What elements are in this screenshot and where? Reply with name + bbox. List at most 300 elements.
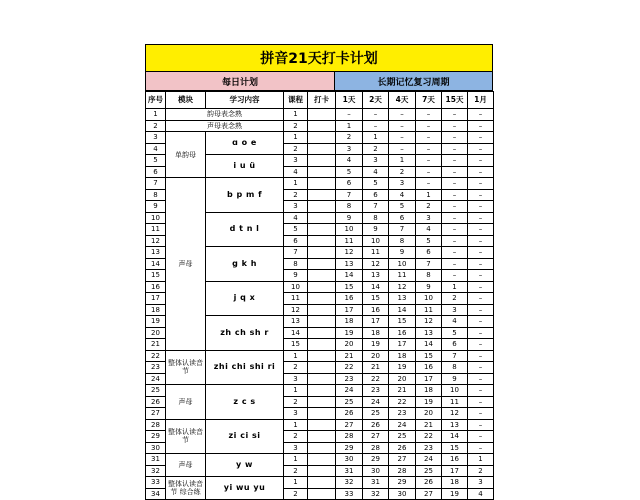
review-cell: 1 xyxy=(336,120,363,132)
review-cell: 16 xyxy=(442,454,468,466)
review-cell: 15 xyxy=(389,316,416,328)
review-cell: – xyxy=(468,212,494,224)
review-cell: 17 xyxy=(363,316,389,328)
review-cell: 29 xyxy=(389,477,416,489)
review-cell: 24 xyxy=(363,396,389,408)
review-cell: 4 xyxy=(389,189,416,201)
study-content: b p m f xyxy=(206,178,284,213)
review-cell: 30 xyxy=(363,465,389,477)
review-cell: 23 xyxy=(389,408,416,420)
module-cell: 声母 xyxy=(166,454,206,477)
lesson-number: 13 xyxy=(284,316,308,328)
row-number: 32 xyxy=(146,465,166,477)
checkin-cell[interactable] xyxy=(308,109,336,121)
table-row xyxy=(146,132,494,144)
review-cell: – xyxy=(416,178,442,190)
review-cell: 12 xyxy=(416,316,442,328)
review-cell: 20 xyxy=(363,350,389,362)
review-cell: – xyxy=(442,132,468,144)
checkin-cell[interactable] xyxy=(308,178,336,190)
review-cell: 7 xyxy=(363,201,389,213)
review-cell: – xyxy=(468,235,494,247)
lesson-number: 1 xyxy=(284,109,308,121)
review-cell: – xyxy=(389,120,416,132)
checkin-cell[interactable] xyxy=(308,419,336,431)
review-cell: 2 xyxy=(389,166,416,178)
checkin-cell[interactable] xyxy=(308,293,336,305)
review-cell: 13 xyxy=(363,270,389,282)
column-header: 4天 xyxy=(389,92,416,109)
lesson-number: 2 xyxy=(284,488,308,500)
checkin-cell[interactable] xyxy=(308,224,336,236)
review-cell: 30 xyxy=(336,454,363,466)
review-cell: 7 xyxy=(389,224,416,236)
lesson-number: 12 xyxy=(284,304,308,316)
row-number: 6 xyxy=(146,166,166,178)
review-cell: 12 xyxy=(442,408,468,420)
review-cell: 27 xyxy=(389,454,416,466)
review-cell: – xyxy=(416,143,442,155)
review-cell: 1 xyxy=(389,155,416,167)
study-content: j q x xyxy=(206,281,284,316)
review-cell: – xyxy=(468,270,494,282)
review-cell: 4 xyxy=(336,155,363,167)
lesson-number: 1 xyxy=(284,477,308,489)
column-header: 7天 xyxy=(416,92,442,109)
review-cell: 15 xyxy=(442,442,468,454)
review-cell: 17 xyxy=(416,373,442,385)
review-cell: 3 xyxy=(363,155,389,167)
review-cell: – xyxy=(468,132,494,144)
review-cell: 19 xyxy=(389,362,416,374)
review-cell: 28 xyxy=(336,431,363,443)
review-cell: – xyxy=(416,132,442,144)
lesson-number: 2 xyxy=(284,143,308,155)
checkin-cell[interactable] xyxy=(308,212,336,224)
row-number: 27 xyxy=(146,408,166,420)
review-cell: 2 xyxy=(416,201,442,213)
checkin-cell[interactable] xyxy=(308,373,336,385)
review-cell: 12 xyxy=(389,281,416,293)
row-number: 29 xyxy=(146,431,166,443)
review-cell: 10 xyxy=(389,258,416,270)
review-cell: 21 xyxy=(363,362,389,374)
review-cell: 16 xyxy=(363,304,389,316)
row-number: 9 xyxy=(146,201,166,213)
column-header: 序号 xyxy=(146,92,166,109)
review-cell: 6 xyxy=(336,178,363,190)
review-cell: 26 xyxy=(416,477,442,489)
lesson-number: 2 xyxy=(284,362,308,374)
review-cell: 22 xyxy=(389,396,416,408)
row-number: 7 xyxy=(146,178,166,190)
review-cell: – xyxy=(468,258,494,270)
review-cell: 19 xyxy=(336,327,363,339)
review-cell: 3 xyxy=(468,477,494,489)
review-cell: 20 xyxy=(336,339,363,351)
review-cell: 5 xyxy=(363,178,389,190)
lesson-number: 1 xyxy=(284,132,308,144)
checkin-cell[interactable] xyxy=(308,339,336,351)
checkin-cell[interactable] xyxy=(308,454,336,466)
row-number: 34 xyxy=(146,488,166,500)
row-number: 17 xyxy=(146,293,166,305)
lesson-number: 9 xyxy=(284,270,308,282)
review-cell: 11 xyxy=(336,235,363,247)
review-cell: – xyxy=(468,304,494,316)
review-cell: – xyxy=(468,120,494,132)
review-cell: 19 xyxy=(363,339,389,351)
review-cell: 1 xyxy=(363,132,389,144)
study-content: zh ch sh r xyxy=(206,316,284,351)
table-row xyxy=(146,109,494,121)
review-cell: – xyxy=(468,327,494,339)
review-cell: 9 xyxy=(363,224,389,236)
lesson-number: 4 xyxy=(284,166,308,178)
review-cell: – xyxy=(468,166,494,178)
review-cell: 5 xyxy=(416,235,442,247)
checkin-cell[interactable] xyxy=(308,281,336,293)
review-cell: 27 xyxy=(336,419,363,431)
review-cell: 15 xyxy=(416,350,442,362)
review-cell: 8 xyxy=(336,201,363,213)
review-cell: 24 xyxy=(416,454,442,466)
review-cell: – xyxy=(389,143,416,155)
review-cell: – xyxy=(468,373,494,385)
lesson-number: 3 xyxy=(284,373,308,385)
review-cell: – xyxy=(442,143,468,155)
row-number: 11 xyxy=(146,224,166,236)
lesson-number: 1 xyxy=(284,454,308,466)
lesson-number: 2 xyxy=(284,120,308,132)
review-cell: 4 xyxy=(442,316,468,328)
review-cell: 28 xyxy=(363,442,389,454)
row-number: 12 xyxy=(146,235,166,247)
checkin-cell[interactable] xyxy=(308,304,336,316)
review-cell: 21 xyxy=(389,385,416,397)
row-number: 21 xyxy=(146,339,166,351)
review-cell: 5 xyxy=(336,166,363,178)
review-cell: 21 xyxy=(336,350,363,362)
checkin-cell[interactable] xyxy=(308,327,336,339)
review-cell: – xyxy=(468,362,494,374)
column-header: 模块 xyxy=(166,92,206,109)
review-cell: – xyxy=(389,132,416,144)
review-cell: 7 xyxy=(442,350,468,362)
review-cell: 25 xyxy=(416,465,442,477)
review-cell: 15 xyxy=(336,281,363,293)
checkin-cell[interactable] xyxy=(308,385,336,397)
review-cell: 24 xyxy=(336,385,363,397)
checkin-cell[interactable] xyxy=(308,465,336,477)
checkin-cell[interactable] xyxy=(308,235,336,247)
lesson-number: 14 xyxy=(284,327,308,339)
checkin-cell[interactable] xyxy=(308,247,336,259)
review-cell: 10 xyxy=(336,224,363,236)
review-cell: – xyxy=(442,258,468,270)
review-cell: 18 xyxy=(336,316,363,328)
row-number: 16 xyxy=(146,281,166,293)
checkin-cell[interactable] xyxy=(308,143,336,155)
row-number: 5 xyxy=(146,155,166,167)
review-cell: 14 xyxy=(363,281,389,293)
review-cell: – xyxy=(468,350,494,362)
review-cell: 22 xyxy=(336,362,363,374)
review-cell: – xyxy=(468,431,494,443)
review-cell: – xyxy=(442,235,468,247)
column-header: 1月 xyxy=(468,92,494,109)
review-cell: 8 xyxy=(363,212,389,224)
review-cell: 2 xyxy=(363,143,389,155)
review-cell: 6 xyxy=(363,189,389,201)
module-cell: 声母 xyxy=(166,178,206,351)
table-row xyxy=(146,477,494,489)
review-cell: 29 xyxy=(336,442,363,454)
review-cell: – xyxy=(442,189,468,201)
review-cell: – xyxy=(468,189,494,201)
row-number: 13 xyxy=(146,247,166,259)
study-content: 韵母表念熟 xyxy=(166,109,284,121)
study-content: y w xyxy=(206,454,284,477)
study-content: yi wu yu xyxy=(206,477,284,500)
review-cell: 8 xyxy=(389,235,416,247)
daily-plan-header: 每日计划 xyxy=(145,72,335,91)
study-content: d t n l xyxy=(206,212,284,247)
lesson-number: 11 xyxy=(284,293,308,305)
lesson-number: 1 xyxy=(284,178,308,190)
review-cell: 5 xyxy=(442,327,468,339)
review-cell: – xyxy=(389,109,416,121)
table-body xyxy=(146,109,494,500)
review-cell: – xyxy=(468,178,494,190)
review-cell: 25 xyxy=(363,408,389,420)
lesson-number: 3 xyxy=(284,201,308,213)
table-row xyxy=(146,120,494,132)
row-number: 8 xyxy=(146,189,166,201)
module-cell: 整体认读音节 xyxy=(166,419,206,454)
review-cell: 23 xyxy=(336,373,363,385)
review-cell: 24 xyxy=(389,419,416,431)
review-cell: 26 xyxy=(389,442,416,454)
lesson-number: 2 xyxy=(284,431,308,443)
review-cell: – xyxy=(442,155,468,167)
review-cell: – xyxy=(468,293,494,305)
checkin-cell[interactable] xyxy=(308,431,336,443)
review-cell: – xyxy=(442,109,468,121)
review-cell: 3 xyxy=(416,212,442,224)
row-number: 18 xyxy=(146,304,166,316)
row-number: 22 xyxy=(146,350,166,362)
lesson-number: 10 xyxy=(284,281,308,293)
review-cell: 13 xyxy=(442,419,468,431)
review-cell: – xyxy=(468,419,494,431)
review-cell: – xyxy=(363,120,389,132)
checkin-cell[interactable] xyxy=(308,189,336,201)
study-content: zhi chi shi ri xyxy=(206,350,284,385)
review-cell: 2 xyxy=(468,465,494,477)
study-content: ɑ o e xyxy=(206,132,284,155)
row-number: 28 xyxy=(146,419,166,431)
table-row xyxy=(146,178,494,190)
review-cell: 29 xyxy=(363,454,389,466)
row-number: 20 xyxy=(146,327,166,339)
review-cell: 27 xyxy=(416,488,442,500)
checkin-cell[interactable] xyxy=(308,488,336,500)
review-cell: 6 xyxy=(389,212,416,224)
lesson-number: 1 xyxy=(284,419,308,431)
review-cell: 9 xyxy=(442,373,468,385)
module-cell: 整体认读音节 xyxy=(166,350,206,385)
review-cell: 12 xyxy=(336,247,363,259)
review-cell: 16 xyxy=(336,293,363,305)
review-cell: – xyxy=(468,408,494,420)
review-cell: – xyxy=(442,120,468,132)
lesson-number: 1 xyxy=(284,350,308,362)
review-cell: 20 xyxy=(416,408,442,420)
review-cell: 15 xyxy=(363,293,389,305)
review-cell: 14 xyxy=(416,339,442,351)
review-cell: 11 xyxy=(416,304,442,316)
checkin-cell[interactable] xyxy=(308,442,336,454)
review-cell: 6 xyxy=(442,339,468,351)
lesson-number: 2 xyxy=(284,465,308,477)
review-cell: – xyxy=(468,143,494,155)
column-header: 15天 xyxy=(442,92,468,109)
review-cell: 4 xyxy=(416,224,442,236)
review-cell: 31 xyxy=(336,465,363,477)
review-cell: 28 xyxy=(389,465,416,477)
review-cell: 8 xyxy=(442,362,468,374)
review-cell: 17 xyxy=(336,304,363,316)
review-cell: 25 xyxy=(389,431,416,443)
plan-table xyxy=(145,91,494,500)
review-cell: – xyxy=(468,247,494,259)
review-cell: 1 xyxy=(468,454,494,466)
review-cell: 9 xyxy=(416,281,442,293)
review-cell: 2 xyxy=(336,132,363,144)
review-cell: 31 xyxy=(363,477,389,489)
module-cell: 整体认读音节 综合练 xyxy=(166,477,206,500)
checkin-cell[interactable] xyxy=(308,132,336,144)
checkin-cell[interactable] xyxy=(308,350,336,362)
review-cell: 22 xyxy=(363,373,389,385)
review-cell: – xyxy=(442,166,468,178)
review-cell: 3 xyxy=(389,178,416,190)
review-cell: – xyxy=(336,109,363,121)
lesson-number: 3 xyxy=(284,442,308,454)
review-cell: 4 xyxy=(363,166,389,178)
checkin-cell[interactable] xyxy=(308,362,336,374)
review-cell: 14 xyxy=(336,270,363,282)
column-header: 1天 xyxy=(336,92,363,109)
review-cell: – xyxy=(468,155,494,167)
row-number: 25 xyxy=(146,385,166,397)
checkin-cell[interactable] xyxy=(308,316,336,328)
review-cell: 5 xyxy=(389,201,416,213)
review-cell: 32 xyxy=(363,488,389,500)
study-content: 声母表念熟 xyxy=(166,120,284,132)
study-content: z c s xyxy=(206,385,284,420)
review-cell: 13 xyxy=(416,327,442,339)
checkin-cell[interactable] xyxy=(308,120,336,132)
lesson-number: 2 xyxy=(284,189,308,201)
review-cell: 17 xyxy=(442,465,468,477)
review-cell: 11 xyxy=(389,270,416,282)
row-number: 3 xyxy=(146,132,166,144)
review-cell: 33 xyxy=(336,488,363,500)
review-cell: 17 xyxy=(389,339,416,351)
review-cell: 16 xyxy=(389,327,416,339)
review-cell: 6 xyxy=(416,247,442,259)
review-cell: 19 xyxy=(416,396,442,408)
checkin-cell[interactable] xyxy=(308,408,336,420)
review-cell: – xyxy=(416,109,442,121)
module-cell: 声母 xyxy=(166,385,206,420)
row-number: 4 xyxy=(146,143,166,155)
review-cell: 8 xyxy=(416,270,442,282)
row-number: 33 xyxy=(146,477,166,489)
review-cycle-header: 长期记忆复习周期 xyxy=(335,72,493,91)
table-row xyxy=(146,454,494,466)
study-content: zi ci si xyxy=(206,419,284,454)
lesson-number: 6 xyxy=(284,235,308,247)
review-cell: 18 xyxy=(389,350,416,362)
review-cell: 19 xyxy=(442,488,468,500)
checkin-cell[interactable] xyxy=(308,396,336,408)
review-cell: 14 xyxy=(389,304,416,316)
table-row xyxy=(146,350,494,362)
review-cell: 2 xyxy=(442,293,468,305)
review-cell: – xyxy=(416,155,442,167)
review-cell: 25 xyxy=(336,396,363,408)
review-cell: 11 xyxy=(363,247,389,259)
study-content: g k h xyxy=(206,247,284,282)
review-cell: 3 xyxy=(336,143,363,155)
checkin-cell[interactable] xyxy=(308,201,336,213)
spreadsheet xyxy=(145,44,493,500)
review-cell: 23 xyxy=(416,442,442,454)
review-cell: – xyxy=(442,247,468,259)
lesson-number: 1 xyxy=(284,385,308,397)
row-number: 15 xyxy=(146,270,166,282)
column-header: 打卡 xyxy=(308,92,336,109)
review-cell: 16 xyxy=(416,362,442,374)
review-cell: – xyxy=(416,166,442,178)
checkin-cell[interactable] xyxy=(308,477,336,489)
lesson-number: 8 xyxy=(284,258,308,270)
review-cell: 27 xyxy=(363,431,389,443)
lesson-number: 2 xyxy=(284,396,308,408)
column-header: 课程 xyxy=(284,92,308,109)
checkin-cell[interactable] xyxy=(308,258,336,270)
module-cell: 单韵母 xyxy=(166,132,206,178)
review-cell: 23 xyxy=(363,385,389,397)
review-cell: – xyxy=(442,178,468,190)
checkin-cell[interactable] xyxy=(308,166,336,178)
review-cell: 10 xyxy=(442,385,468,397)
row-number: 23 xyxy=(146,362,166,374)
review-cell: 14 xyxy=(442,431,468,443)
row-number: 19 xyxy=(146,316,166,328)
review-cell: – xyxy=(442,212,468,224)
checkin-cell[interactable] xyxy=(308,155,336,167)
review-cell: 21 xyxy=(416,419,442,431)
review-cell: 3 xyxy=(442,304,468,316)
lesson-number: 5 xyxy=(284,224,308,236)
checkin-cell[interactable] xyxy=(308,270,336,282)
review-cell: – xyxy=(363,109,389,121)
review-cell: 26 xyxy=(363,419,389,431)
